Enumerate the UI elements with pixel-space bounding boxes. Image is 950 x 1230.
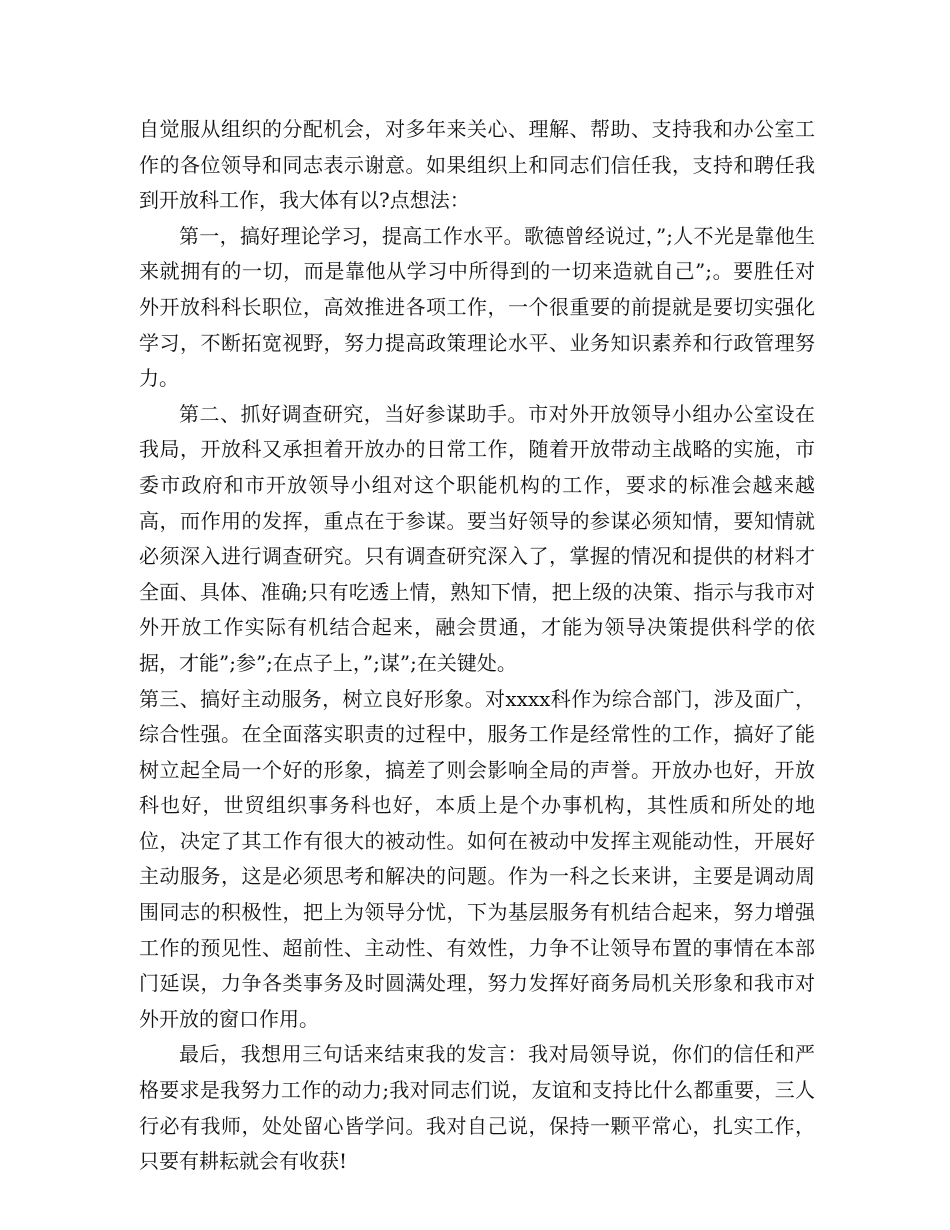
- paragraph-point-two: 第二、抓好调查研究，当好参谋助手。市对外开放领导小组办公室设在我局，开放科又承担着开放办的日常工作，随着开放带动主战略的实施，市委市政府和市开放领导小组对这个职能机构的工作，要求的标准会越来越高，而作用的发挥，重点在于参谋。要当好领导的参谋必须知情，要知情就必须深入进行调查研究。只有调查研究深入了，掌握的情况和提供的材料才全面、具体、准确;只有吃透上情，熟知下情，把上级的决策、指示与我市对外开放工作实际有机结合起来，融会贯通，才能为领导决策提供科学的依据，才能”;参”;在点子上，”;谋”;在关键处。: [139, 401, 815, 675]
- paragraph-intro: 自觉服从组织的分配机会，对多年来关心、理解、帮助、支持我和办公室工作的各位领导和同志表示谢意。如果组织上和同志们信任我，支持和聘任我到开放科工作，我大体有以?点想法：: [139, 117, 815, 213]
- document-body: [139, 112, 815, 1180]
- paragraph-closing: 最后，我想用三句话来结束我的发言：我对局领导说，你们的信任和严格要求是我努力工作的动力;我对同志们说，友谊和支持比什么都重要，三人行必有我师，处处留心皆学问。我对自己说，保持一颗平常心，扎实工作，只要有耕耘就会有收获!: [139, 1042, 815, 1174]
- paragraph-point-one: 第一，搞好理论学习，提高工作水平。歌德曾经说过，”;人不光是靠他生来就拥有的一切，而是靠他从学习中所得到的一切来造就自己”;。要胜任对外开放科科长职位，高效推进各项工作，一个很重要的前提就是要切实强化学习，不断拓宽视野，努力提高政策理论水平、业务知识素养和行政管理努力。: [139, 223, 815, 391]
- paragraph-point-three: 第三、搞好主动服务，树立良好形象。对xxxx科作为综合部门，涉及面广，综合性强。在全面落实职责的过程中，服务工作是经常性的工作，搞好了能树立起全局一个好的形象，搞差了则会影响全局的声誉。开放办也好，开放科也好，世贸组织事务科也好，本质上是个办事机构，其性质和所处的地位，决定了其工作有很大的被动性。如何在被动中发挥主观能动性，开展好主动服务，这是必须思考和解决的问题。作为一科之长来讲，主要是调动周围同志的积极性，把上为领导分忧，下为基层服务有机结合起来，努力增强工作的预见性、超前性、主动性、有效性，力争不让领导布置的事情在本部门延误，力争各类事务及时圆满处理，努力发挥好商务局机关形象和我市对外开放的窗口作用。: [139, 686, 815, 1031]
